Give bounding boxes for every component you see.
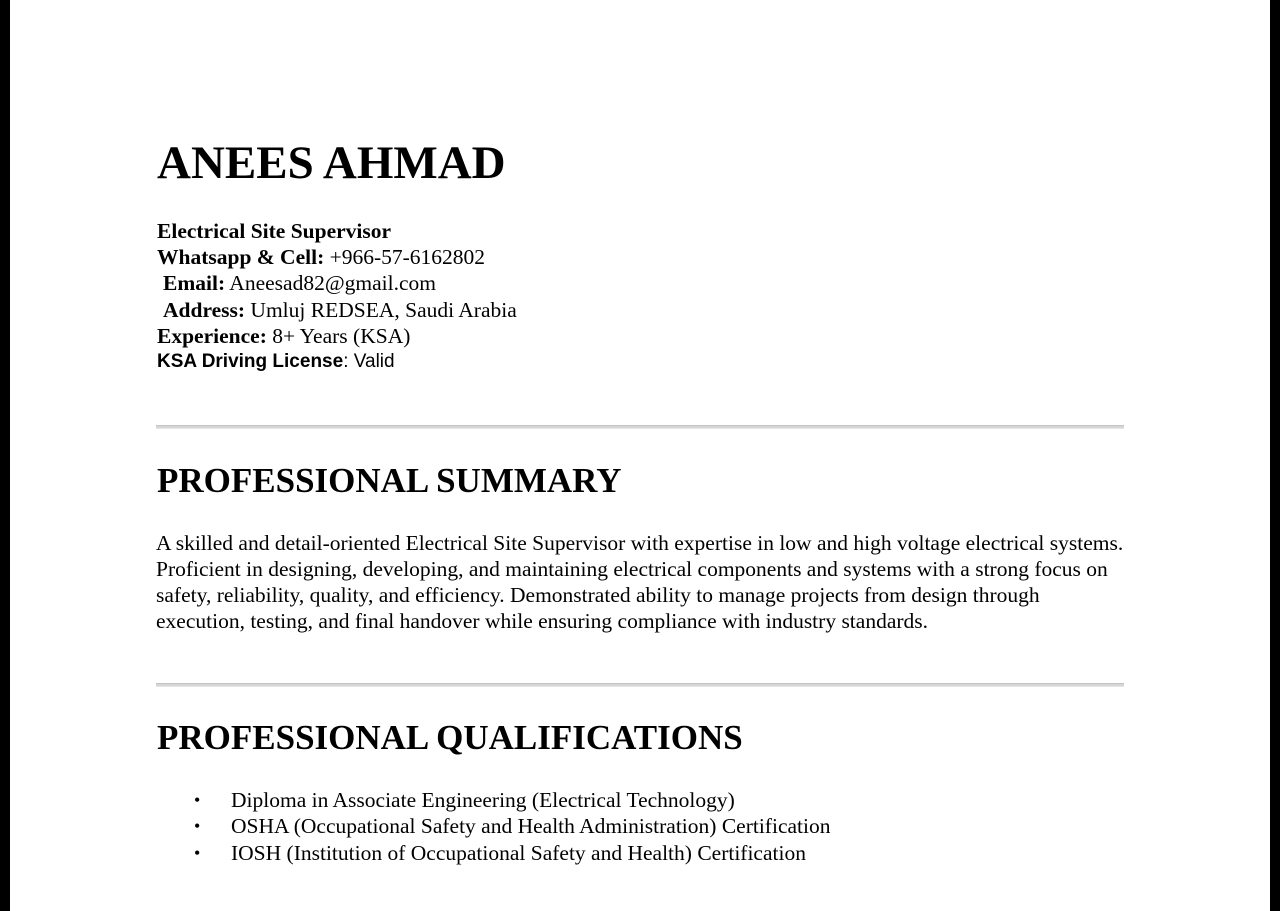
qualification-text: Diploma in Associate Engineering (Electrical Technology) (231, 788, 735, 812)
qualifications-heading: PROFESSIONAL QUALIFICATIONS (157, 718, 743, 757)
summary-paragraph: A skilled and detail-oriented Electrical Site Supervisor with expertise in low and high voltage electrical systems. Proficient in designing, developing, and maintaining electrical components and systems with a strong focus on safety, reliability, quality, and efficiency. Demonstrated ability to manage projects from design through execution, testing, and final handover while ensuring compliance with industry standards. (156, 531, 1124, 633)
driving-license-line (157, 349, 517, 375)
document-page (10, 0, 1270, 911)
email-line (157, 270, 517, 296)
list-item (156, 787, 830, 813)
list-item (156, 813, 830, 839)
phone-line (157, 244, 517, 270)
summary-heading: PROFESSIONAL SUMMARY (157, 461, 622, 500)
experience-value: 8+ Years (KSA) (266, 323, 411, 348)
address-label: Address: (163, 297, 246, 322)
job-title-line (157, 218, 517, 244)
phone-value: +966-57-6162802 (324, 245, 486, 270)
section-divider (156, 425, 1124, 429)
qualification-text: OSHA (Occupational Safety and Health Administration) Certification (231, 814, 831, 839)
bullet-icon: • (194, 816, 201, 837)
experience-label: Experience: (157, 323, 267, 348)
driving-license-label: KSA Driving License (157, 351, 344, 373)
email-label: Email: (163, 271, 226, 296)
driving-license-value: : Valid (343, 351, 395, 373)
bullet-icon: • (194, 790, 201, 810)
section-divider (156, 683, 1124, 687)
list-item (156, 840, 830, 866)
qualification-text: IOSH (Institution of Occupational Safety and Health) Certification (231, 840, 806, 865)
address-value: Umluj REDSEA, Saudi Arabia (245, 297, 517, 322)
bullet-icon: • (194, 842, 201, 863)
job-title: Electrical Site Supervisor (157, 219, 392, 243)
contact-block (157, 218, 517, 375)
candidate-name: ANEES AHMAD (157, 137, 506, 189)
phone-label: Whatsapp & Cell: (157, 245, 325, 270)
qualifications-list (156, 787, 830, 866)
email-value: Aneesad82@gmail.com (225, 271, 436, 296)
address-line (157, 297, 517, 323)
experience-line (157, 323, 517, 349)
